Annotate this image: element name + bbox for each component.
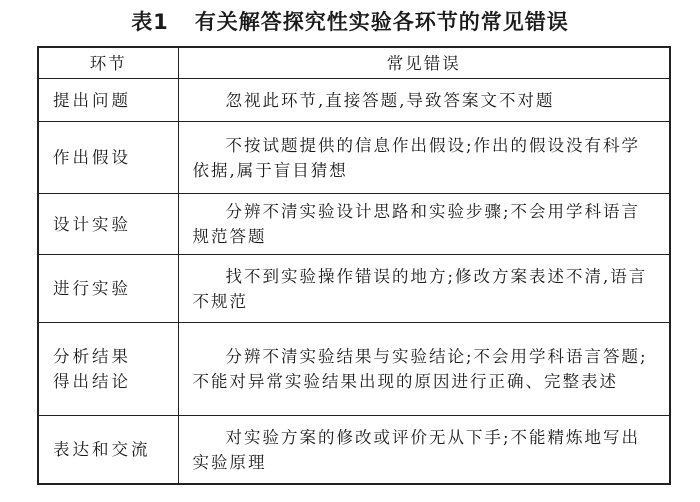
stage-cell: 进行实验 bbox=[38, 255, 178, 323]
error-cell: 对实验方案的修改或评价无从下手;不能精炼地写出实验原理 bbox=[178, 416, 670, 485]
table-row bbox=[38, 416, 670, 485]
stage-cell: 提出问题 bbox=[38, 79, 178, 122]
header-stage: 环节 bbox=[38, 47, 178, 79]
stage-cell: 作出假设 bbox=[38, 122, 178, 194]
table-row bbox=[38, 79, 670, 122]
table-row bbox=[38, 323, 670, 416]
stage-text: 分析结果得出结论 bbox=[53, 347, 131, 391]
error-cell: 分辨不清实验结果与实验结论;不会用学科语言答题;不能对异常实验结果出现的原因进行正确、完整表述 bbox=[178, 323, 670, 416]
stage-cell bbox=[38, 323, 178, 416]
error-cell: 找不到实验操作错误的地方;修改方案表述不清,语言不规范 bbox=[178, 255, 670, 323]
table-row bbox=[38, 194, 670, 255]
error-cell: 不按试题提供的信息作出假设;作出的假设没有科学依据,属于盲目猜想 bbox=[178, 122, 670, 194]
stage-cell: 设计实验 bbox=[38, 194, 178, 255]
table-number: 表1 bbox=[131, 10, 169, 34]
table-title: 有关解答探究性实验各环节的常见错误 bbox=[194, 10, 569, 34]
error-cell: 分辨不清实验设计思路和实验步骤;不会用学科语言规范答题 bbox=[178, 194, 670, 255]
header-row bbox=[38, 47, 670, 79]
table-row bbox=[38, 255, 670, 323]
errors-table bbox=[37, 46, 671, 485]
table-caption bbox=[0, 6, 700, 36]
stage-cell: 表达和交流 bbox=[38, 416, 178, 485]
table-row bbox=[38, 122, 670, 194]
header-common-errors: 常见错误 bbox=[178, 47, 670, 79]
error-cell: 忽视此环节,直接答题,导致答案文不对题 bbox=[178, 79, 670, 122]
